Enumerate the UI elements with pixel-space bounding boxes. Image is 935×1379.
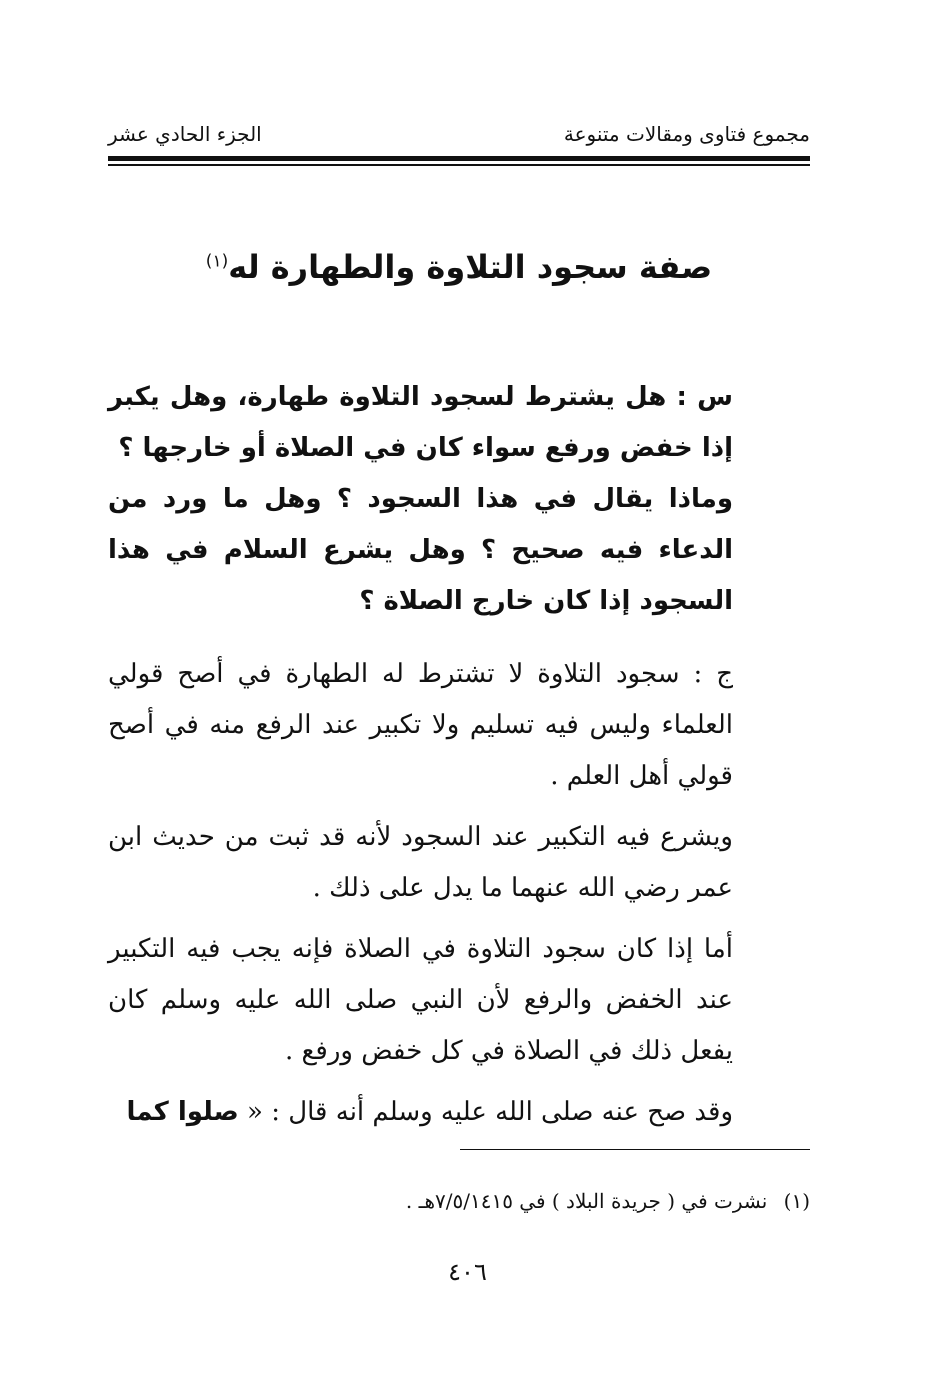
article-title-text: صفة سجود التلاوة والطهارة له — [228, 248, 713, 286]
running-header — [108, 112, 810, 152]
footnote-marker: (١) — [783, 1189, 810, 1213]
answer-last-line: وقد صح عنه صلى الله عليه وسلم أنه قال : « — [247, 1097, 733, 1127]
volume-label: الجزء الحادي عشر — [108, 122, 262, 146]
footnote-reference[interactable]: (١) — [205, 251, 229, 272]
book-title: مجموع فتاوى ومقالات متنوعة — [563, 122, 810, 146]
question-line-2: وماذا يقال في هذا السجود ؟ وهل ما ورد من الدعاء فيه صحيح ؟ وهل يشرع السلام في هذا السجود إذا كان خارج الصلاة ؟ — [108, 484, 733, 616]
hadith-start: صلوا كما — [126, 1097, 239, 1127]
page-number: ٤٠٦ — [448, 1258, 487, 1286]
answer-paragraph-3: أما إذا كان سجود التلاوة في الصلاة فإنه يجب فيه التكبير عند الخفض والرفع لأن النبي صلى الله عليه وسلم كان يفعل ذلك في الصلاة في كل خفض ورفع . — [108, 934, 733, 1066]
footnote-divider — [460, 1149, 810, 1150]
answer-paragraph-1: ج : سجود التلاوة لا تشترط له الطهارة في أصح قولي العلماء وليس فيه تسليم ولا تكبير عند الرفع منه في أصح قولي أهل العلم . — [108, 659, 733, 791]
footnote — [406, 1186, 810, 1216]
header-rule-thin — [108, 164, 810, 166]
question-line-1: س : هل يشترط لسجود التلاوة طهارة، وهل يكبر إذا خفض ورفع سواء كان في الصلاة أو خارجها ؟ — [108, 382, 733, 463]
article-title — [108, 248, 810, 286]
question-block — [108, 372, 733, 627]
footnote-text: نشرت في ( جريدة البلاد ) في ٧/٥/١٤١٥هـ . — [405, 1189, 768, 1213]
header-rule-thick — [108, 156, 810, 161]
article-body — [108, 372, 733, 1148]
answer-paragraph-4 — [108, 1087, 733, 1138]
answer-paragraph-2: ويشرع فيه التكبير عند السجود لأنه قد ثبت من حديث ابن عمر رضي الله عنهما ما يدل على ذلك . — [108, 822, 733, 903]
